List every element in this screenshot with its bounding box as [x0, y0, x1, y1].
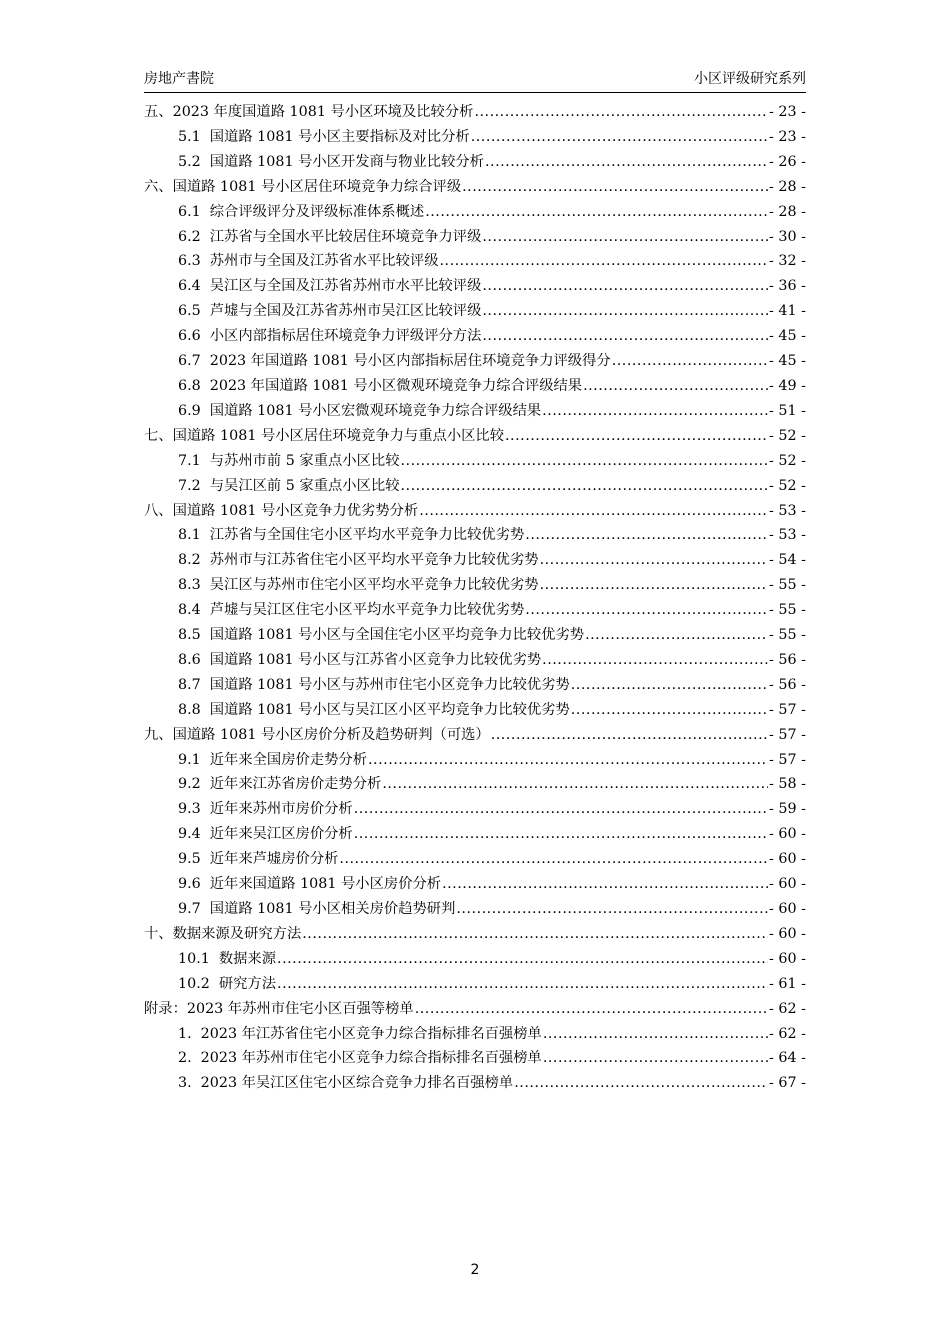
toc-subsection-entry[interactable]: [144, 200, 806, 225]
toc-dot-leader: [585, 623, 768, 648]
toc-entry-page: - 60 -: [769, 950, 806, 967]
toc-dot-leader: [543, 1022, 768, 1047]
toc-entry-number: 1.: [178, 1025, 192, 1042]
toc-subsection-entry[interactable]: [144, 399, 806, 424]
toc-entry-title: 江苏省与全国住宅小区平均水平竞争力比较优劣势: [209, 527, 525, 544]
toc-section-entry[interactable]: [144, 175, 806, 200]
toc-subsection-entry[interactable]: [144, 648, 806, 673]
toc-entry-title: 芦墟与吴江区住宅小区平均水平竞争力比较优劣势: [209, 602, 525, 619]
toc-dot-leader: [401, 449, 769, 474]
toc-entry-page: - 58 -: [769, 776, 806, 793]
toc-entry-title: 国道路 1081 号小区与吴江区小区平均竞争力比较优劣势: [209, 701, 570, 718]
toc-entry-title: 近年来全国房价走势分析: [209, 751, 368, 768]
toc-section-entry[interactable]: [144, 424, 806, 449]
toc-section-entry[interactable]: [144, 997, 806, 1022]
toc-dot-leader: [482, 324, 768, 349]
toc-entry-title: 国道路 1081 号小区与苏州市住宅小区竞争力比较优劣势: [209, 676, 570, 693]
toc-entry-page: - 64 -: [769, 1050, 806, 1067]
toc-subsection-entry[interactable]: [144, 947, 806, 972]
toc-dot-leader: [401, 474, 769, 499]
toc-dot-leader: [277, 972, 768, 997]
toc-entry-title: 数据来源: [218, 950, 277, 967]
toc-subsection-entry[interactable]: [144, 698, 806, 723]
toc-entry-page: - 62 -: [769, 1000, 806, 1017]
toc-entry-number: 6.1: [178, 203, 201, 220]
toc-entry-number: 5.2: [178, 153, 201, 170]
toc-subsection-entry[interactable]: [144, 225, 806, 250]
toc-entry-page: - 57 -: [769, 701, 806, 718]
toc-entry-number: 10.1: [178, 950, 210, 967]
toc-entry-number: 7.1: [178, 452, 201, 469]
toc-subsection-entry[interactable]: [144, 523, 806, 548]
toc-dot-leader: [542, 648, 768, 673]
toc-dot-leader: [339, 847, 768, 872]
toc-entry-page: - 62 -: [769, 1025, 806, 1042]
toc-entry-number: 8.3: [178, 577, 201, 594]
toc-entry-title: 国道路 1081 号小区与江苏省小区竞争力比较优劣势: [209, 651, 542, 668]
toc-subsection-entry[interactable]: [144, 548, 806, 573]
toc-entry-title: 吴江区与苏州市住宅小区平均水平竞争力比较优劣势: [209, 577, 539, 594]
toc-subsection-entry[interactable]: [144, 349, 806, 374]
toc-subsection-entry[interactable]: [144, 449, 806, 474]
toc-subsection-entry[interactable]: [144, 623, 806, 648]
toc-dot-leader: [442, 872, 768, 897]
toc-entry-title: 国道路 1081 号小区主要指标及对比分析: [209, 128, 470, 145]
toc-subsection-entry[interactable]: [144, 274, 806, 299]
toc-subsection-entry[interactable]: [144, 822, 806, 847]
toc-entry-page: - 30 -: [769, 228, 806, 245]
toc-dot-leader: [505, 424, 768, 449]
toc-dot-leader: [354, 797, 768, 822]
toc-entry-number: 9.5: [178, 851, 201, 868]
toc-dot-leader: [540, 573, 768, 598]
toc-section-entry[interactable]: [144, 922, 806, 947]
toc-entry-number: 5.1: [178, 128, 201, 145]
toc-entry-number: 2.: [178, 1050, 192, 1067]
toc-entry-page: - 55 -: [769, 627, 806, 644]
toc-entry-title: 综合评级评分及评级标准体系概述: [209, 203, 425, 220]
toc-subsection-entry[interactable]: [144, 872, 806, 897]
header-publisher: 房地产書院: [144, 71, 214, 87]
toc-entry-title: 近年来吴江区房价分析: [209, 826, 353, 843]
toc-entry-page: - 67 -: [769, 1075, 806, 1092]
toc-entry-page: - 36 -: [769, 278, 806, 295]
toc-entry-page: - 52 -: [769, 427, 806, 444]
toc-entry-page: - 23 -: [769, 104, 806, 120]
toc-entry-title: 研究方法: [218, 975, 277, 992]
toc-entry-title: 五、2023 年度国道路 1081 号小区环境及比较分析: [144, 104, 474, 120]
toc-entry-number: 3.: [178, 1075, 192, 1092]
toc-subsection-entry[interactable]: [144, 1046, 806, 1071]
toc-subsection-entry[interactable]: [144, 847, 806, 872]
toc-dot-leader: [583, 374, 768, 399]
toc-entry-page: - 32 -: [769, 253, 806, 270]
toc-dot-leader: [612, 349, 768, 374]
toc-entry-title: 苏州市与全国及江苏省水平比较评级: [209, 253, 439, 270]
toc-entry-title: 九、国道路 1081 号小区房价分析及趋势研判（可选）: [144, 726, 490, 743]
toc-entry-page: - 60 -: [769, 925, 806, 942]
toc-entry-page: - 28 -: [769, 178, 806, 195]
toc-entry-number: 9.4: [178, 826, 201, 843]
toc-dot-leader: [419, 499, 768, 524]
toc-entry-number: 9.6: [178, 876, 201, 893]
toc-subsection-entry[interactable]: [144, 474, 806, 499]
toc-entry-title: 近年来芦墟房价分析: [209, 851, 339, 868]
toc-entry-title: 2023 年国道路 1081 号小区内部指标居住环境竞争力评级得分: [209, 353, 611, 370]
toc-entry-number: 8.1: [178, 527, 201, 544]
toc-dot-leader: [514, 1071, 768, 1096]
toc-entry-title: 2023 年苏州市住宅小区竞争力综合指标排名百强榜单: [200, 1050, 542, 1067]
table-of-contents: [144, 100, 806, 1096]
toc-dot-leader: [525, 598, 768, 623]
toc-dot-leader: [474, 100, 768, 125]
toc-entry-title: 小区内部指标居住环境竞争力评级评分方法: [209, 328, 482, 345]
toc-entry-page: - 52 -: [769, 477, 806, 494]
toc-entry-number: 6.5: [178, 303, 201, 320]
toc-entry-page: - 60 -: [769, 876, 806, 893]
toc-entry-number: 6.6: [178, 328, 201, 345]
toc-entry-title: 十、数据来源及研究方法: [144, 925, 302, 942]
toc-subsection-entry[interactable]: [144, 972, 806, 997]
toc-entry-title: 2023 年国道路 1081 号小区微观环境竞争力综合评级结果: [209, 377, 583, 394]
toc-entry-page: - 53 -: [769, 502, 806, 519]
toc-dot-leader: [462, 175, 768, 200]
toc-entry-number: 7.2: [178, 477, 201, 494]
toc-entry-page: - 60 -: [769, 901, 806, 917]
toc-entry-page: - 57 -: [769, 751, 806, 768]
toc-dot-leader: [368, 748, 768, 773]
toc-dot-leader: [302, 922, 768, 947]
toc-entry-page: - 26 -: [769, 153, 806, 170]
toc-subsection-entry[interactable]: [144, 573, 806, 598]
toc-subsection-entry[interactable]: [144, 150, 806, 175]
toc-entry-page: - 45 -: [769, 353, 806, 370]
toc-entry-title: 国道路 1081 号小区开发商与物业比较分析: [209, 153, 484, 170]
toc-entry-number: 9.1: [178, 751, 201, 768]
toc-entry-number: 9.2: [178, 776, 201, 793]
toc-subsection-entry[interactable]: [144, 748, 806, 773]
toc-entry-number: 6.3: [178, 253, 201, 270]
page-header: [144, 66, 806, 93]
toc-entry-page: - 51 -: [769, 402, 806, 419]
toc-subsection-entry[interactable]: [144, 1071, 806, 1096]
toc-entry-number: 8.6: [178, 651, 201, 668]
toc-dot-leader: [456, 897, 768, 922]
toc-entry-title: 国道路 1081 号小区与全国住宅小区平均竞争力比较优劣势: [209, 627, 585, 644]
toc-section-entry[interactable]: [144, 499, 806, 524]
toc-entry-number: 9.7: [178, 901, 201, 917]
toc-entry-title: 吴江区与全国及江苏省苏州市水平比较评级: [209, 278, 482, 295]
toc-dot-leader: [471, 125, 768, 150]
toc-subsection-entry[interactable]: [144, 897, 806, 922]
toc-entry-number: 10.2: [178, 975, 210, 992]
toc-dot-leader: [571, 698, 768, 723]
toc-entry-title: 近年来江苏省房价走势分析: [209, 776, 382, 793]
toc-subsection-entry[interactable]: [144, 797, 806, 822]
toc-dot-leader: [277, 947, 768, 972]
toc-entry-title: 八、国道路 1081 号小区竞争力优劣势分析: [144, 502, 419, 519]
toc-entry-page: - 61 -: [769, 975, 806, 992]
toc-dot-leader: [571, 673, 768, 698]
toc-entry-page: - 59 -: [769, 801, 806, 818]
toc-entry-page: - 60 -: [769, 826, 806, 843]
toc-entry-page: - 49 -: [769, 377, 806, 394]
toc-subsection-entry[interactable]: [144, 125, 806, 150]
toc-subsection-entry[interactable]: [144, 1022, 806, 1047]
toc-dot-leader: [525, 523, 768, 548]
toc-entry-number: 6.8: [178, 377, 201, 394]
toc-entry-page: - 28 -: [769, 203, 806, 220]
toc-dot-leader: [540, 548, 768, 573]
toc-subsection-entry[interactable]: [144, 249, 806, 274]
toc-entry-title: 国道路 1081 号小区相关房价趋势研判: [209, 901, 456, 917]
toc-subsection-entry[interactable]: [144, 772, 806, 797]
toc-entry-number: 8.7: [178, 676, 201, 693]
toc-dot-leader: [415, 997, 768, 1022]
toc-dot-leader: [382, 772, 768, 797]
toc-entry-title: 芦墟与全国及江苏省苏州市吴江区比较评级: [209, 303, 482, 320]
toc-subsection-entry[interactable]: [144, 598, 806, 623]
toc-entry-number: 8.2: [178, 552, 201, 569]
toc-entry-title: 近年来国道路 1081 号小区房价分析: [209, 876, 442, 893]
toc-dot-leader: [425, 200, 768, 225]
toc-dot-leader: [482, 225, 768, 250]
toc-section-entry[interactable]: [144, 100, 806, 125]
toc-entry-page: - 55 -: [769, 577, 806, 594]
page-number: 2: [470, 1262, 480, 1278]
toc-entry-page: - 54 -: [769, 552, 806, 569]
toc-entry-number: 8.4: [178, 602, 201, 619]
toc-entry-title: 江苏省与全国水平比较居住环境竞争力评级: [209, 228, 482, 245]
toc-entry-title: 七、国道路 1081 号小区居住环境竞争力与重点小区比较: [144, 427, 505, 444]
toc-dot-leader: [485, 150, 768, 175]
toc-entry-title: 苏州市与江苏省住宅小区平均水平竞争力比较优劣势: [209, 552, 539, 569]
toc-entry-title: 六、国道路 1081 号小区居住环境竞争力综合评级: [144, 178, 462, 195]
toc-entry-page: - 53 -: [769, 527, 806, 544]
toc-subsection-entry[interactable]: [144, 299, 806, 324]
toc-entry-title: 2023 年江苏省住宅小区竞争力综合指标排名百强榜单: [200, 1025, 542, 1042]
toc-entry-page: - 56 -: [769, 651, 806, 668]
toc-entry-page: - 45 -: [769, 328, 806, 345]
toc-entry-page: - 57 -: [769, 726, 806, 743]
header-series-title: 小区评级研究系列: [694, 71, 806, 87]
toc-section-entry[interactable]: [144, 723, 806, 748]
toc-entry-number: 6.9: [178, 402, 201, 419]
toc-entry-page: - 52 -: [769, 452, 806, 469]
toc-entry-title: 与吴江区前 5 家重点小区比较: [209, 477, 400, 494]
toc-entry-number: 6.4: [178, 278, 201, 295]
toc-dot-leader: [440, 249, 769, 274]
toc-entry-title: 近年来苏州市房价分析: [209, 801, 353, 818]
toc-entry-page: - 23 -: [769, 128, 806, 145]
toc-entry-number: 8.5: [178, 627, 201, 644]
toc-entry-number: 9.3: [178, 801, 201, 818]
toc-entry-title: 2023 年吴江区住宅小区综合竞争力排名百强榜单: [200, 1075, 514, 1092]
toc-subsection-entry[interactable]: [144, 374, 806, 399]
toc-dot-leader: [543, 1046, 768, 1071]
toc-entry-page: - 41 -: [769, 303, 806, 320]
toc-entry-title: 与苏州市前 5 家重点小区比较: [209, 452, 400, 469]
toc-dot-leader: [354, 822, 768, 847]
toc-entry-number: 8.8: [178, 701, 201, 718]
toc-entry-number: 6.7: [178, 353, 201, 370]
toc-entry-page: - 55 -: [769, 602, 806, 619]
toc-dot-leader: [542, 399, 768, 424]
toc-entry-page: - 56 -: [769, 676, 806, 693]
toc-entry-title: 附录：2023 年苏州市住宅小区百强等榜单: [144, 1000, 414, 1017]
toc-dot-leader: [482, 299, 768, 324]
toc-entry-number: 6.2: [178, 228, 201, 245]
toc-dot-leader: [491, 723, 768, 748]
toc-entry-title: 国道路 1081 号小区宏微观环境竞争力综合评级结果: [209, 402, 542, 419]
toc-subsection-entry[interactable]: [144, 324, 806, 349]
toc-subsection-entry[interactable]: [144, 673, 806, 698]
toc-dot-leader: [482, 274, 768, 299]
toc-entry-page: - 60 -: [769, 851, 806, 868]
